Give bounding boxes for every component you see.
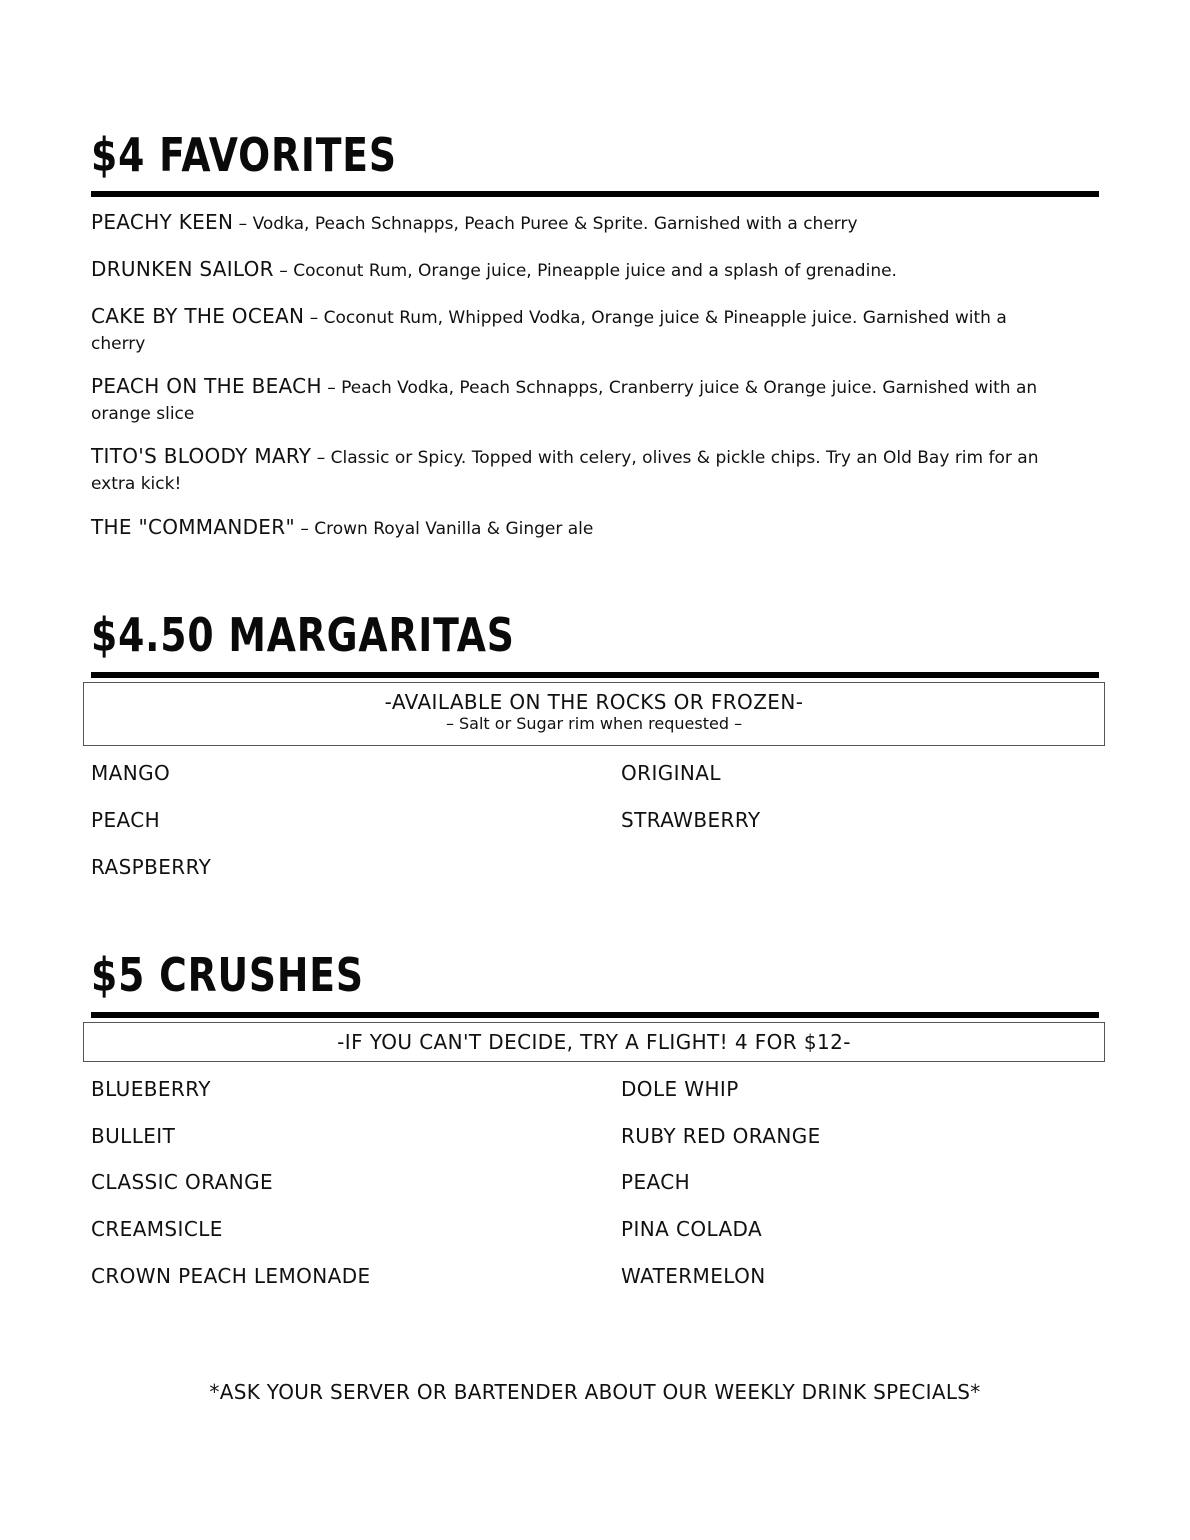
crush-flavor: CREAMSICLE bbox=[91, 1217, 223, 1241]
crush-flavor: PEACH bbox=[621, 1170, 691, 1194]
item-name: CAKE BY THE OCEAN bbox=[91, 304, 305, 328]
margarita-flavor: MANGO bbox=[91, 761, 171, 785]
item-name: PEACHY KEEN bbox=[91, 210, 234, 234]
crushes-divider bbox=[91, 1012, 1099, 1018]
item-description: Peach Vodka, Peach Schnapps, Cranberry juice & Orange juice. Garnished with an orange slice bbox=[91, 378, 1038, 424]
margaritas-note-sub: – Salt or Sugar rim when requested – bbox=[445, 714, 743, 733]
favorites-title: $4 FAVORITES bbox=[91, 128, 397, 182]
margarita-flavor: PEACH bbox=[91, 808, 161, 832]
margarita-flavor: RASPBERRY bbox=[91, 855, 212, 879]
crush-flavor: CLASSIC ORANGE bbox=[91, 1170, 274, 1194]
crush-flavor: PINA COLADA bbox=[621, 1217, 763, 1241]
menu-item-cake-by-the-ocean bbox=[91, 304, 1051, 357]
margarita-flavor: ORIGINAL bbox=[621, 761, 721, 785]
item-separator: – bbox=[233, 214, 253, 234]
crush-flavor: RUBY RED ORANGE bbox=[621, 1124, 821, 1148]
crushes-title: $5 CRUSHES bbox=[91, 948, 364, 1002]
crushes-note-main: -IF YOU CAN'T DECIDE, TRY A FLIGHT! 4 FOR $12- bbox=[337, 1030, 851, 1054]
item-description: Vodka, Peach Schnapps, Peach Puree & Sprite. Garnished with a cherry bbox=[252, 214, 858, 234]
margaritas-divider bbox=[91, 672, 1099, 678]
item-description: Coconut Rum, Whipped Vodka, Orange juice & Pineapple juice. Garnished with a cherry bbox=[91, 308, 1007, 354]
item-description: Classic or Spicy. Topped with celery, olives & pickle chips. Try an Old Bay rim for an extra kick! bbox=[91, 448, 1039, 494]
margarita-flavor: STRAWBERRY bbox=[621, 808, 761, 832]
crush-flavor: CROWN PEACH LEMONADE bbox=[91, 1264, 371, 1288]
crush-flavor: BLUEBERRY bbox=[91, 1077, 211, 1101]
item-name: PEACH ON THE BEACH bbox=[91, 374, 322, 398]
item-separator: – bbox=[294, 519, 315, 539]
item-name: TITO'S BLOODY MARY bbox=[91, 444, 312, 468]
item-description: Coconut Rum, Orange juice, Pineapple juice and a splash of grenadine. bbox=[293, 261, 897, 281]
menu-item-the-commander bbox=[91, 515, 1051, 542]
margaritas-note-main: -AVAILABLE ON THE ROCKS OR FROZEN- bbox=[384, 690, 804, 714]
item-separator: – bbox=[311, 448, 331, 468]
item-description: Crown Royal Vanilla & Ginger ale bbox=[314, 519, 594, 539]
item-separator: – bbox=[321, 378, 342, 398]
item-name: THE "COMMANDER" bbox=[91, 515, 295, 539]
item-separator: – bbox=[304, 308, 324, 328]
crush-flavor: DOLE WHIP bbox=[621, 1077, 739, 1101]
menu-item-peach-on-the-beach bbox=[91, 374, 1051, 427]
item-separator: – bbox=[273, 261, 294, 281]
weekly-specials-footer: *ASK YOUR SERVER OR BARTENDER ABOUT OUR WEEKLY DRINK SPECIALS* bbox=[209, 1380, 981, 1404]
menu-item-peachy-keen bbox=[91, 210, 1051, 237]
crushes-note-box bbox=[83, 1022, 1105, 1062]
menu-item-drunken-sailor bbox=[91, 257, 1051, 284]
margaritas-title: $4.50 MARGARITAS bbox=[91, 608, 515, 662]
favorites-divider bbox=[91, 191, 1099, 197]
crush-flavor: BULLEIT bbox=[91, 1124, 176, 1148]
item-name: DRUNKEN SAILOR bbox=[91, 257, 274, 281]
menu-item-titos-bloody-mary bbox=[91, 444, 1051, 497]
crush-flavor: WATERMELON bbox=[621, 1264, 766, 1288]
margaritas-note-box bbox=[83, 682, 1105, 746]
